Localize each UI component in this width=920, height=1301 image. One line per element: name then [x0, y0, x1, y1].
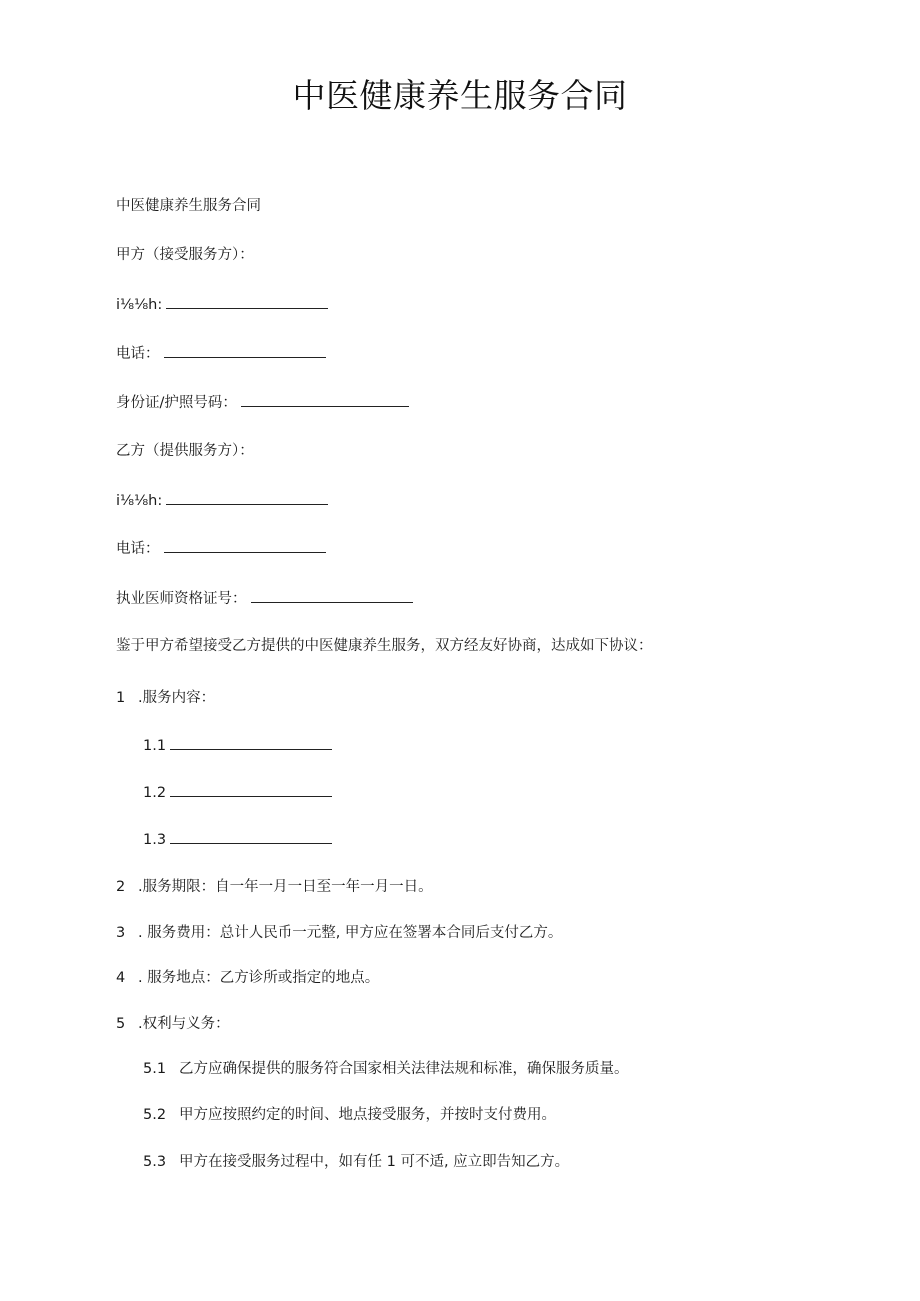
service-item-2 [143, 781, 332, 804]
obligation-text: 甲方在接受服务过程中，如有任 1 可不适, 应立即告知乙方。 [179, 1154, 570, 1170]
section-text: . 服务地点：乙方诊所或指定的地点。 [138, 970, 380, 986]
service-item-blank [170, 734, 332, 750]
section-text: .权利与义务： [138, 1016, 230, 1032]
party-a-id-label: 身份证/护照号码： [116, 395, 237, 411]
party-a-phone-blank [164, 342, 326, 358]
service-item-number: 1.2 [143, 785, 167, 801]
party-b-phone-label: 电话： [116, 541, 160, 557]
party-a-id-row [116, 391, 409, 414]
party-a-heading: 甲方（接受服务方）： [116, 247, 254, 263]
obligation-5-2 [143, 1104, 556, 1126]
party-a-name-blank [166, 293, 328, 309]
section-number: 4 [116, 970, 126, 986]
obligation-5-3 [143, 1151, 569, 1173]
service-item-number: 1.3 [143, 832, 167, 848]
preamble: 鉴于甲方希望接受乙方提供的中医健康养生服务，双方经友好协商，达成如下协议： [116, 638, 653, 654]
party-a-id-blank [241, 391, 409, 407]
obligation-number: 5.3 [143, 1154, 167, 1170]
party-b-phone-row [116, 537, 326, 560]
service-item-3 [143, 828, 332, 851]
section-5 [116, 1013, 230, 1035]
section-2 [116, 876, 433, 898]
service-item-number: 1.1 [143, 738, 167, 754]
section-text: .服务内容： [138, 690, 216, 706]
section-4 [116, 967, 379, 989]
party-b-heading: 乙方（提供服务方）： [116, 443, 254, 459]
service-item-blank [170, 828, 332, 844]
service-item-1 [143, 734, 332, 757]
party-b-license-row [116, 587, 413, 610]
party-b-license-blank [251, 587, 413, 603]
party-b-license-label: 执业医师资格证号： [116, 591, 247, 607]
section-number: 1 [116, 690, 126, 706]
obligation-number: 5.1 [143, 1061, 167, 1077]
obligation-number: 5.2 [143, 1107, 167, 1123]
party-a-name-label: i⅛⅛h: [116, 297, 163, 313]
party-b-name-blank [166, 489, 328, 505]
party-a-phone-row [116, 342, 326, 365]
section-1 [116, 687, 215, 709]
section-number: 3 [116, 925, 126, 941]
service-item-blank [170, 781, 332, 797]
document-title: 中医健康养生服务合同 [292, 76, 628, 115]
section-text: .服务期限：自一年一月一日至一年一月一日。 [138, 879, 433, 895]
party-a-phone-label: 电话： [116, 346, 160, 362]
party-b-name-label: i⅛⅛h: [116, 493, 163, 509]
document-subtitle: 中医健康养生服务合同 [116, 198, 261, 214]
section-number: 2 [116, 879, 126, 895]
party-a-name-row [116, 293, 328, 316]
section-text: . 服务费用：总计人民币一元整, 甲方应在签署本合同后支付乙方。 [138, 925, 563, 941]
party-b-name-row [116, 489, 328, 512]
section-3 [116, 922, 562, 944]
section-number: 5 [116, 1016, 126, 1032]
obligation-text: 甲方应按照约定的时间、地点接受服务，并按时支付费用。 [179, 1107, 556, 1123]
party-b-phone-blank [164, 537, 326, 553]
obligation-5-1 [143, 1058, 629, 1080]
obligation-text: 乙方应确保提供的服务符合国家相关法律法规和标准，确保服务质量。 [179, 1061, 629, 1077]
